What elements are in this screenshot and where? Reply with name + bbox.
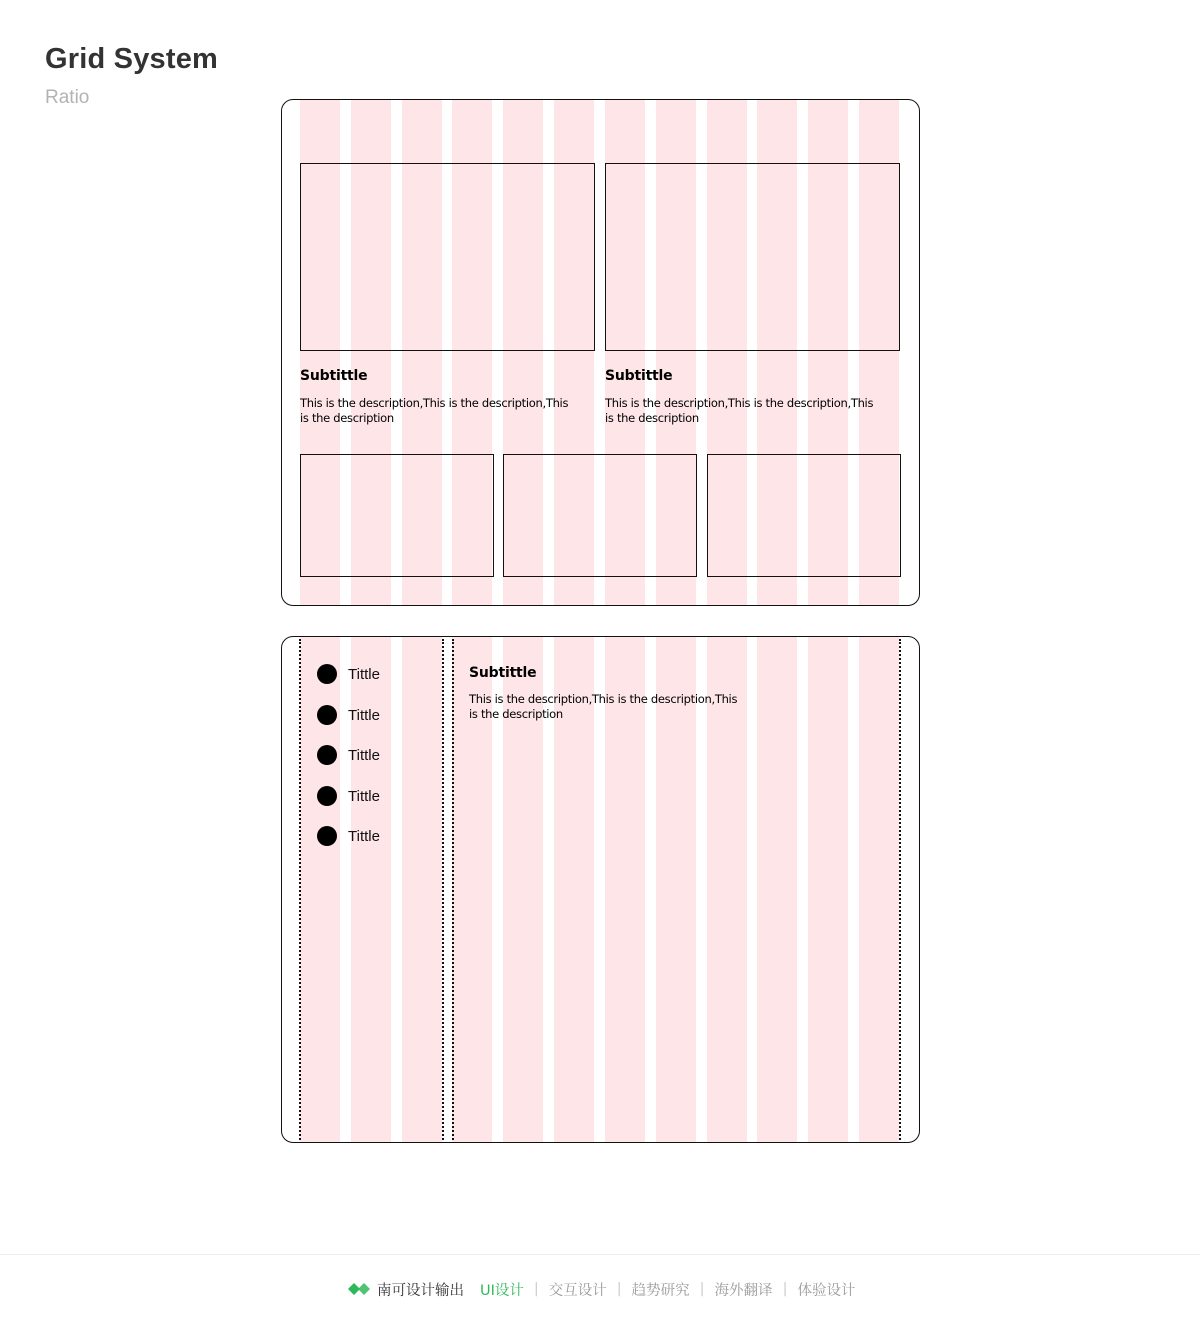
image-placeholder-small — [503, 454, 697, 577]
grid-column — [808, 637, 848, 1142]
list-item — [317, 825, 380, 847]
bullet-icon — [317, 826, 337, 846]
list-item — [317, 785, 380, 807]
list-item — [317, 704, 380, 726]
bullet-icon — [317, 664, 337, 684]
footer-link-ui-design[interactable]: UI设计 — [480, 1282, 524, 1299]
list-item — [317, 663, 380, 685]
divider: | — [699, 1281, 705, 1297]
footer-link-trend-research[interactable]: 趋势研究 — [631, 1282, 690, 1299]
divider: | — [616, 1281, 622, 1297]
list-item — [317, 744, 380, 766]
content-right-guide — [899, 639, 901, 1140]
image-placeholder-small — [707, 454, 901, 577]
card-description: This is the description,This is the description,This is the description — [300, 396, 569, 425]
list-item-label: Tittle — [348, 706, 380, 724]
bullet-icon — [317, 705, 337, 725]
bullet-icon — [317, 745, 337, 765]
footer — [0, 1254, 1200, 1321]
list-item-label: Tittle — [348, 665, 380, 683]
divider: | — [533, 1281, 539, 1297]
image-placeholder-large — [605, 163, 900, 351]
content-subtitle: Subtittle — [469, 665, 537, 681]
image-placeholder-small — [300, 454, 494, 577]
page-title: Grid System — [45, 43, 219, 75]
footer-link-interaction-design[interactable]: 交互设计 — [548, 1282, 607, 1299]
brand-name: 南可设计输出 — [377, 1282, 464, 1299]
image-placeholder-large — [300, 163, 595, 351]
sidebar-left-guide — [299, 639, 301, 1140]
grid-column — [757, 637, 797, 1142]
grid-column — [859, 637, 899, 1142]
list-item-label: Tittle — [348, 827, 380, 845]
grid-frame-sidebar — [281, 636, 920, 1143]
card-description: This is the description,This is the description,This is the description — [605, 396, 874, 425]
grid-frame-cards — [281, 99, 920, 606]
footer-link-experience-design[interactable]: 体验设计 — [797, 1282, 856, 1299]
page-subtitle: Ratio — [45, 87, 90, 108]
list-item-label: Tittle — [348, 746, 380, 764]
bullet-icon — [317, 786, 337, 806]
divider: | — [782, 1281, 788, 1297]
list-item-label: Tittle — [348, 787, 380, 805]
footer-link-overseas-translation[interactable]: 海外翻译 — [714, 1282, 773, 1299]
card-subtitle: Subtittle — [300, 368, 368, 384]
content-left-guide — [452, 639, 454, 1140]
content-description: This is the description,This is the description,This is the description — [469, 692, 738, 721]
diamond-logo-icon — [348, 1282, 372, 1296]
card-subtitle: Subtittle — [605, 368, 673, 384]
sidebar-right-guide — [442, 639, 444, 1140]
grid-column — [402, 637, 442, 1142]
